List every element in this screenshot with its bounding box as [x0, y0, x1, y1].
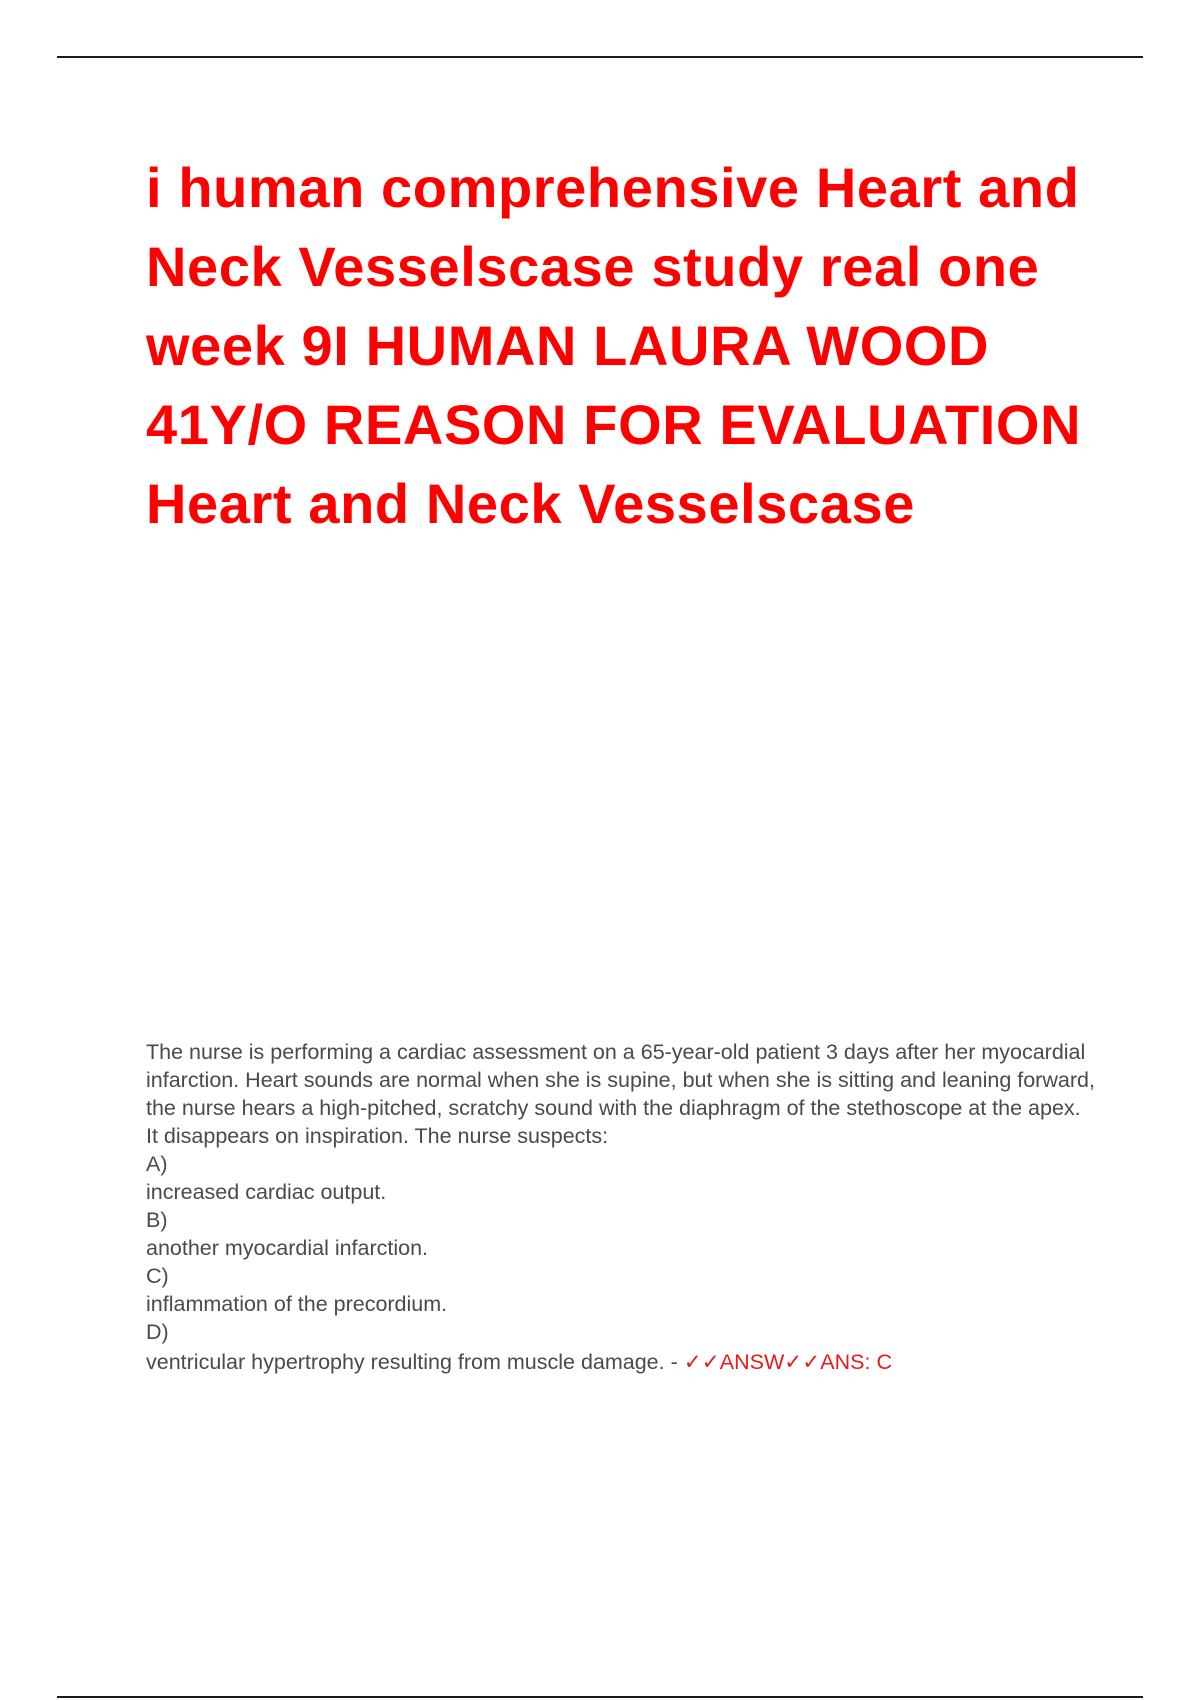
option-b-letter: B) [146, 1208, 168, 1232]
option-a-text: increased cardiac output. [146, 1180, 387, 1204]
option-c-text: inflammation of the precordium. [146, 1292, 448, 1316]
option-d-letter: D) [146, 1320, 169, 1344]
question-block [146, 1038, 1096, 1376]
document-title: i human comprehensive Heart and Neck Vesselscase study real one week 9I HUMAN LAURA WOOD 41Y/O REASON FOR EVALUATION Heart and Neck Vesselscase [146, 156, 1082, 535]
option-b-text: another myocardial infarction. [146, 1236, 429, 1260]
option-c-letter: C) [146, 1264, 169, 1288]
top-divider [57, 56, 1143, 58]
option-d-text: ventricular hypertrophy resulting from muscle damage. - [146, 1350, 684, 1374]
question-stem: The nurse is performing a cardiac assessment on a 65-year-old patient 3 days after her myocardial infarction. Heart sounds are normal when she is supine, but when she is sitting and leaning forward, the nurse hears a high-pitched, scratchy sound with the diaphragm of the stethoscope at the apex. It disappears on inspiration. The nurse suspects: [146, 1040, 1095, 1148]
bottom-divider [57, 1696, 1143, 1698]
option-d-line [146, 1348, 1096, 1376]
answer-key: ✓✓ANSW✓✓ANS: C [683, 1350, 892, 1374]
option-a-letter: A) [146, 1152, 168, 1176]
